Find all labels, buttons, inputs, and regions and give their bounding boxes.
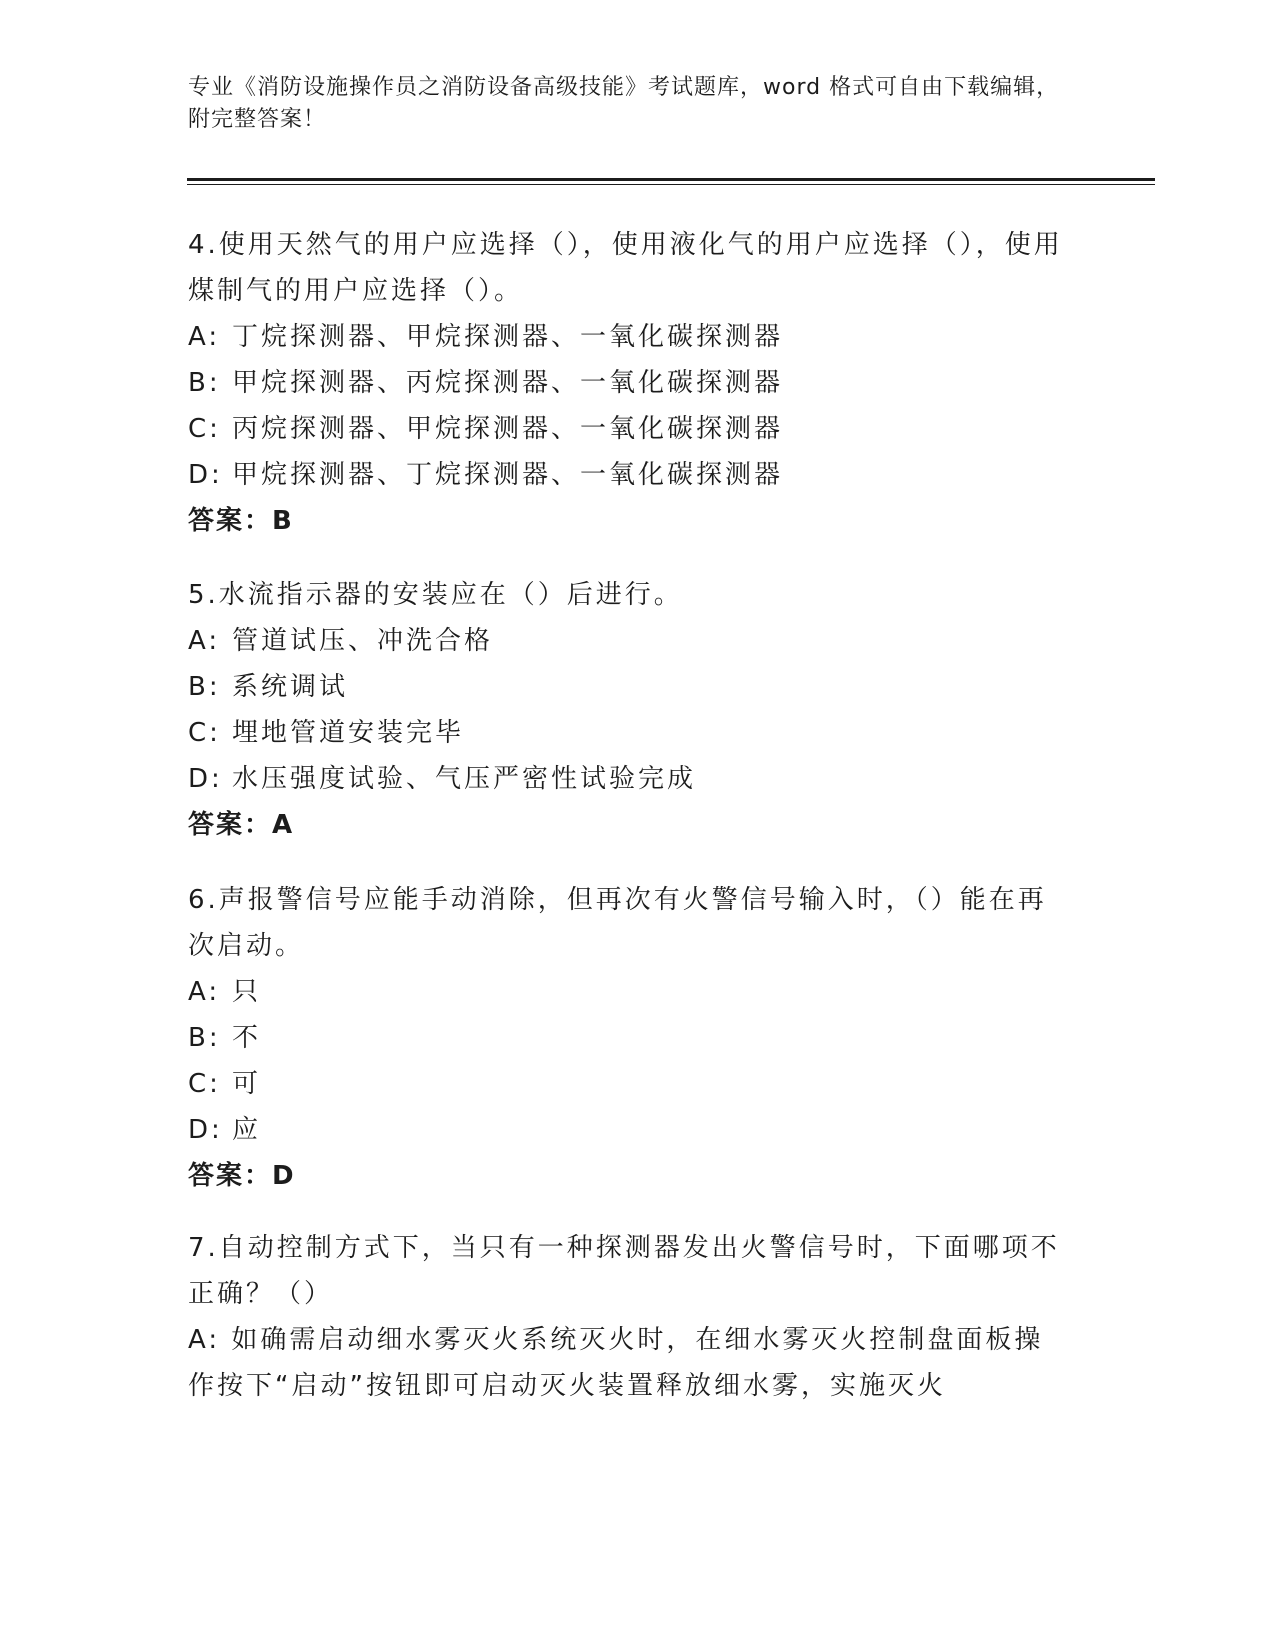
option-text: 丁烷探测器、甲烷探测器、一氧化碳探测器 (232, 322, 784, 352)
option-text: 甲烷探测器、丁烷探测器、一氧化碳探测器 (232, 460, 784, 490)
header-divider-thin (187, 184, 1155, 185)
option-letter: B: (188, 1023, 221, 1053)
option-text: 不 (232, 1023, 262, 1053)
option-letter: B: (188, 672, 221, 702)
option-letter: B: (188, 368, 221, 398)
option-letter: A: (188, 1325, 221, 1355)
option-letter: A: (188, 322, 221, 352)
option-letter: A: (188, 626, 221, 656)
answer-line (188, 1153, 1068, 1199)
answer-line (188, 498, 1068, 544)
option-a (188, 1317, 1068, 1409)
option-text: 埋地管道安装完毕 (232, 718, 465, 748)
option-text: 水压强度试验、气压严密性试验完成 (232, 764, 697, 794)
option-letter: D: (188, 1115, 223, 1145)
option-text: 应 (232, 1115, 262, 1145)
option-d (188, 1107, 1068, 1153)
option-letter: D: (188, 764, 223, 794)
question-7 (188, 1225, 1068, 1409)
question-5 (188, 572, 1068, 848)
document-header: 专业《消防设施操作员之消防设备高级技能》考试题库，word 格式可自由下载编辑，附完整答案！ (188, 75, 1060, 132)
option-letter: D: (188, 460, 223, 490)
option-text: 丙烷探测器、甲烷探测器、一氧化碳探测器 (232, 414, 784, 444)
answer-label: 答案： (188, 506, 273, 536)
option-a (188, 969, 1068, 1015)
option-c (188, 1061, 1068, 1107)
option-b (188, 1015, 1068, 1061)
question-6 (188, 877, 1068, 1199)
option-letter: C: (188, 718, 221, 748)
option-b (188, 360, 1068, 406)
option-c (188, 406, 1068, 452)
option-text: 可 (232, 1069, 262, 1099)
answer-value: A (272, 810, 293, 840)
option-a (188, 618, 1068, 664)
header-divider-thick (187, 178, 1155, 181)
option-letter: C: (188, 414, 221, 444)
question-stem: 7.自动控制方式下，当只有一种探测器发出火警信号时，下面哪项不正确？（） (188, 1233, 1060, 1309)
answer-line (188, 802, 1068, 848)
option-d (188, 756, 1068, 802)
answer-label: 答案： (188, 810, 273, 840)
answer-label: 答案： (188, 1161, 273, 1191)
option-text: 系统调试 (232, 672, 349, 702)
question-stem: 4.使用天然气的用户应选择（），使用液化气的用户应选择（），使用煤制气的用户应选择（）。 (188, 230, 1063, 306)
answer-value: B (272, 506, 292, 536)
question-stem: 6.声报警信号应能手动消除，但再次有火警信号输入时，（）能在再次启动。 (188, 885, 1047, 961)
option-text: 如确需启动细水雾灭火系统灭火时，在细水雾灭火控制盘面板操作按下“启动”按钮即可启动灭火装置释放细水雾，实施灭火 (188, 1325, 1044, 1401)
question-stem: 5.水流指示器的安装应在（）后进行。 (188, 580, 683, 610)
option-c (188, 710, 1068, 756)
option-letter: C: (188, 1069, 221, 1099)
option-a (188, 314, 1068, 360)
option-b (188, 664, 1068, 710)
question-4 (188, 222, 1068, 544)
option-text: 管道试压、冲洗合格 (232, 626, 494, 656)
option-text: 只 (232, 977, 262, 1007)
option-letter: A: (188, 977, 221, 1007)
option-text: 甲烷探测器、丙烷探测器、一氧化碳探测器 (232, 368, 784, 398)
option-d (188, 452, 1068, 498)
answer-value: D (272, 1161, 294, 1191)
